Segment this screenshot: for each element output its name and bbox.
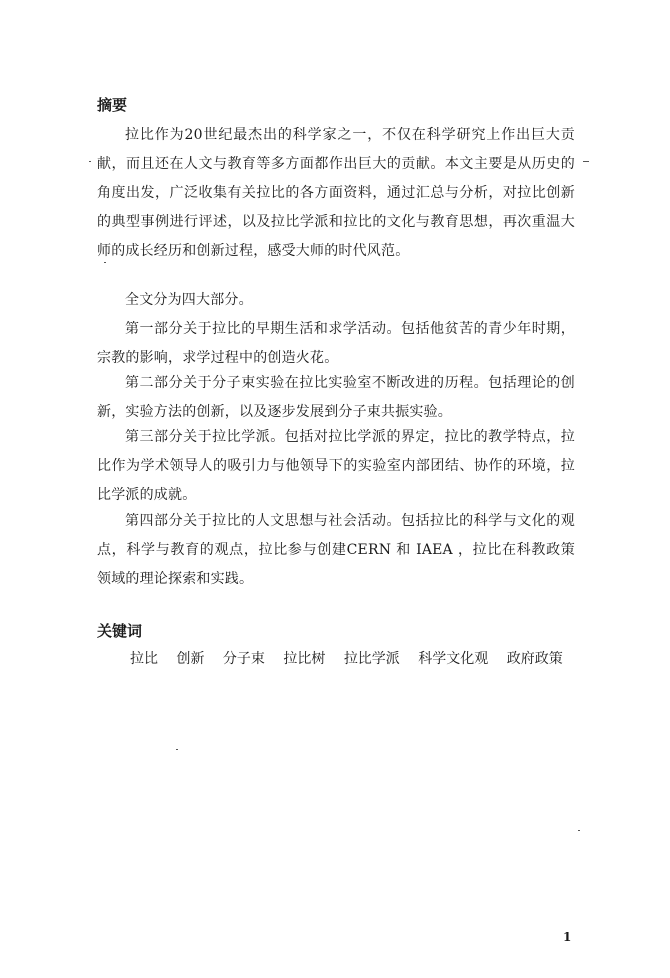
keyword-item: 创新 xyxy=(176,651,205,667)
part-four-paragraph: 第四部分关于拉比的人文思想与社会活动。包括拉比的科学与文化的观点，科学与教育的观点，拉比参与创建CERN 和 IAEA ，拉比在科教政策领域的理论探索和实践。 xyxy=(97,513,575,587)
keyword-item: 拉比树 xyxy=(283,651,326,667)
scan-speck xyxy=(176,749,178,750)
abstract-heading: 摘要 xyxy=(97,96,128,114)
page-number: 1 xyxy=(563,930,572,944)
scan-speck xyxy=(578,830,580,831)
part-two-paragraph: 第二部分关于分子束实验在拉比实验室不断改进的历程。包括理论的创新，实验方法的创新，以及逐步发展到分子束共振实验。 xyxy=(97,375,575,420)
keyword-item: 拉比学派 xyxy=(343,651,400,667)
keywords-heading: 关键词 xyxy=(97,622,143,640)
keyword-item: 科学文化观 xyxy=(418,651,489,667)
scan-speck xyxy=(583,161,589,162)
abstract-paragraph: 拉比作为20世纪最杰出的科学家之一，不仅在科学研究上作出巨大贡献，而且还在人文与教育等多方面都作出巨大的贡献。本文主要是从历史的角度出发，广泛收集有关拉比的各方面资料，通过汇总与分析，对拉比创新的典型事例进行评述，以及拉比学派和拉比的文化与教育思想，再次重温大师的成长经历和创新过程，感受大师的时代风范。 xyxy=(97,127,575,259)
keyword-item: 政府政策 xyxy=(506,651,563,667)
keyword-item: 拉比 xyxy=(130,651,158,667)
structure-intro: 全文分为四大部分。 xyxy=(125,292,253,308)
keywords-list xyxy=(130,649,577,669)
scan-speck xyxy=(104,262,106,263)
part-one-paragraph: 第一部分关于拉比的早期生活和求学活动。包括他贫苦的青少年时期，宗教的影响，求学过程中的创造火花。 xyxy=(97,321,575,366)
keyword-item: 分子束 xyxy=(222,651,265,667)
part-three-paragraph: 第三部分关于拉比学派。包括对拉比学派的界定，拉比的教学特点，拉比作为学术领导人的吸引力与他领导下的实验室内部团结、协作的环境，拉比学派的成就。 xyxy=(97,429,575,503)
scan-speck xyxy=(89,161,91,162)
